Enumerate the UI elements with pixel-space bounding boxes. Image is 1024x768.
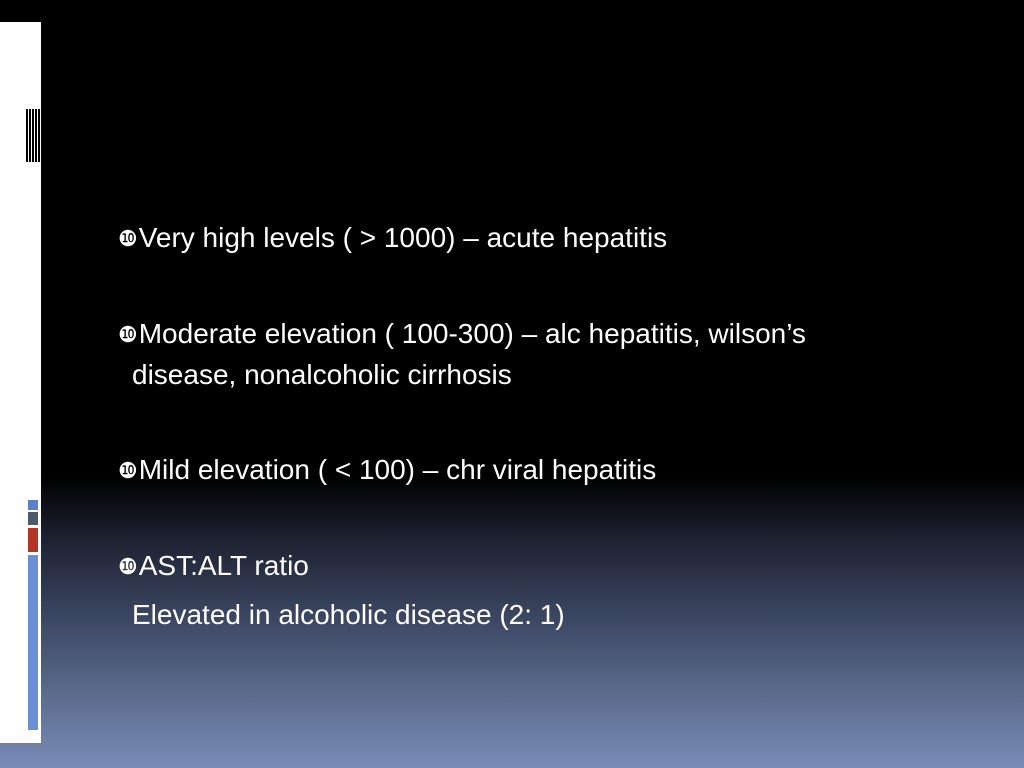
bullet-line [118, 546, 958, 587]
bullet-continuation: disease, nonalcoholic cirrhosis [132, 359, 512, 390]
bullet-line [118, 218, 958, 259]
slide-content [118, 218, 958, 690]
accent-bar-gray [28, 512, 38, 525]
bullet-icon: ❿ [118, 458, 138, 483]
bullet-text: Moderate elevation ( 100-300) – alc hepatitis, wilson’s [138, 318, 806, 349]
striped-decor [26, 109, 41, 162]
accent-bar-blue-small [28, 500, 38, 510]
bullet-icon: ❿ [118, 226, 138, 251]
bullet-item [118, 218, 958, 259]
bullet-line [118, 314, 958, 355]
bullet-text: AST:ALT ratio [138, 550, 309, 581]
accent-bar-blue [28, 555, 38, 730]
accent-bar-red [28, 528, 38, 552]
bullet-item [118, 546, 958, 635]
bullet-icon: ❿ [118, 554, 138, 579]
bullet-subtext: Elevated in alcoholic disease (2: 1) [132, 599, 565, 630]
bullet-item [118, 314, 958, 395]
bullet-item [118, 450, 958, 491]
bullet-icon: ❿ [118, 322, 138, 347]
bullet-text: Mild elevation ( < 100) – chr viral hepatitis [138, 454, 657, 485]
bullet-line [118, 450, 958, 491]
bullet-text: Very high levels ( > 1000) – acute hepatitis [138, 222, 668, 253]
